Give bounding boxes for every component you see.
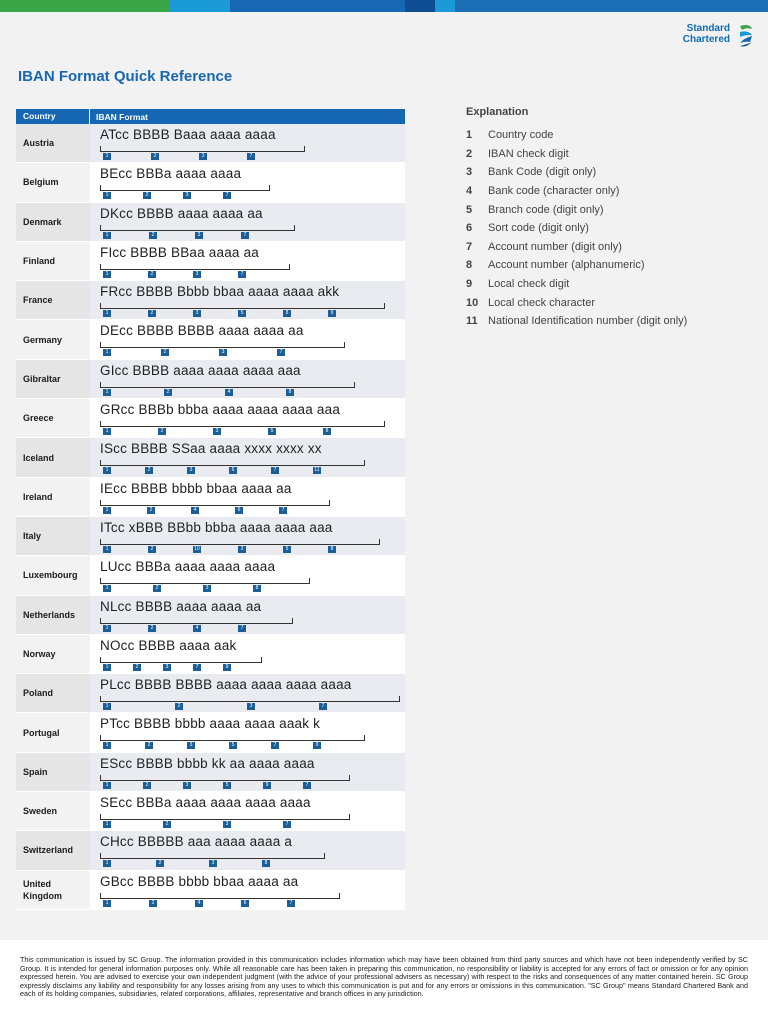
standard-chartered-logo-icon bbox=[736, 23, 756, 49]
segment-badge: 5 bbox=[268, 428, 276, 435]
segment-bracket bbox=[100, 225, 295, 231]
segment-badge: 3 bbox=[187, 467, 195, 474]
segment-badge: 3 bbox=[247, 703, 255, 710]
segment-badge: 3 bbox=[195, 232, 203, 239]
segment-badges bbox=[103, 860, 315, 868]
segment-bracket bbox=[100, 421, 385, 427]
segment-bracket bbox=[100, 775, 350, 781]
segment-badge: 2 bbox=[151, 153, 159, 160]
segment-badge: 8 bbox=[262, 860, 270, 867]
segment-badges bbox=[103, 192, 263, 200]
explanation-number: 6 bbox=[466, 222, 473, 235]
row-country: Luxembourg bbox=[16, 556, 90, 595]
iban-format-string: NLcc BBBB aaaa aaaa aa bbox=[100, 598, 262, 614]
row-format-cell bbox=[90, 517, 405, 556]
segment-badge: 7 bbox=[287, 900, 295, 907]
row-country: Austria bbox=[16, 124, 90, 163]
segment-badge: 1 bbox=[103, 821, 111, 828]
row-format-cell bbox=[90, 596, 405, 635]
segment-badges bbox=[103, 664, 253, 672]
segment-badges bbox=[103, 742, 355, 750]
segment-badge: 7 bbox=[271, 742, 279, 749]
segment-badge: 1 bbox=[103, 860, 111, 867]
segment-badges bbox=[103, 232, 287, 240]
segment-badge: 1 bbox=[103, 742, 111, 749]
table-row bbox=[16, 871, 405, 910]
explanation-text: Bank Code (digit only) bbox=[488, 166, 597, 179]
segment-badge: 7 bbox=[238, 625, 246, 632]
table-row bbox=[16, 792, 405, 831]
segment-badge: 8 bbox=[328, 546, 336, 553]
explanation-item bbox=[466, 293, 687, 312]
segment-badge: 8 bbox=[283, 310, 291, 317]
segment-badge: 1 bbox=[103, 467, 111, 474]
segment-badge: 5 bbox=[223, 782, 231, 789]
explanation-text: Account number (alphanumeric) bbox=[488, 259, 645, 272]
segment-badges bbox=[103, 271, 283, 279]
segment-badge: 1 bbox=[103, 782, 111, 789]
segment-bracket bbox=[100, 814, 350, 820]
segment-badge: 7 bbox=[223, 192, 231, 199]
explanation-number: 7 bbox=[466, 240, 473, 253]
segment-badges bbox=[103, 625, 283, 633]
table-row bbox=[16, 635, 405, 674]
segment-bracket bbox=[100, 657, 262, 663]
iban-format-string: IEcc BBBB bbbb bbaa aaaa aa bbox=[100, 480, 292, 496]
segment-badges bbox=[103, 507, 323, 515]
segment-badge: 2 bbox=[149, 900, 157, 907]
table-row bbox=[16, 517, 405, 556]
brand-stripe bbox=[0, 0, 768, 12]
row-format-cell bbox=[90, 674, 405, 713]
explanation-number: 3 bbox=[466, 166, 473, 179]
disclaimer-text: This communication is issued by SC Group. The information provided in this communication includes information which may have been obtained from third party sources and which have not been independently verified by SC Group. It is intended for general information purposes only. While all reasonable care has been taken in preparing this communication, no responsibility or liability is accepted for any errors of fact or omission or for any opinion expressed herein. You are advised to exercise your own independent judgment (with the advice of your professional advisers as necessary) with respect to the risks and consequences of any matter contained herein. SC Group expressly disclaims any liability and responsibility for any losses arising from any uses to which this communication is put and for any errors or omissions in this communication. "SC Group" means Standard Chartered Bank and each of its holding companies, subsidiaries, related corporations, affiliates, representative and branch offices in any jurisdiction. bbox=[20, 955, 748, 998]
segment-badge: 7 bbox=[271, 467, 279, 474]
segment-badge: 4 bbox=[225, 389, 233, 396]
table-row bbox=[16, 478, 405, 517]
segment-badge: 1 bbox=[103, 310, 111, 317]
segment-badge: 1 bbox=[103, 428, 111, 435]
segment-badge: 5 bbox=[229, 742, 237, 749]
segment-badges bbox=[103, 349, 335, 357]
table-row bbox=[16, 399, 405, 438]
page-header bbox=[0, 12, 768, 60]
segment-badge: 3 bbox=[238, 546, 246, 553]
table-row bbox=[16, 753, 405, 792]
explanation-item bbox=[466, 182, 687, 201]
segment-badge: 3 bbox=[183, 192, 191, 199]
segment-badges bbox=[103, 428, 378, 436]
iban-format-string: IScc BBBB SSaa aaaa xxxx xxxx xx bbox=[100, 441, 322, 457]
segment-badge: 6 bbox=[229, 467, 237, 474]
segment-badge: 7 bbox=[279, 507, 287, 514]
row-format-cell bbox=[90, 556, 405, 595]
segment-badge: 1 bbox=[103, 703, 111, 710]
segment-bracket bbox=[100, 500, 330, 506]
segment-badge: 1 bbox=[103, 153, 111, 160]
iban-format-string: CHcc BBBBB aaa aaaa aaaa a bbox=[100, 834, 293, 850]
header-country: Country bbox=[16, 109, 90, 124]
row-format-cell bbox=[90, 163, 405, 202]
table-body bbox=[16, 124, 405, 910]
iban-format-string: ATcc BBBB Baaa aaaa aaaa bbox=[100, 127, 276, 142]
explanation-item bbox=[466, 219, 687, 238]
explanation-text: Country code bbox=[488, 129, 554, 142]
segment-bracket bbox=[100, 618, 293, 624]
table-row bbox=[16, 360, 405, 399]
row-format-cell bbox=[90, 713, 405, 752]
segment-badge: 3 bbox=[209, 860, 217, 867]
segment-badge: 7 bbox=[319, 703, 327, 710]
explanation-item bbox=[466, 238, 687, 257]
row-format-cell bbox=[90, 242, 405, 281]
explanation-text: Branch code (digit only) bbox=[488, 203, 604, 216]
segment-badge: 2 bbox=[163, 821, 171, 828]
segment-bracket bbox=[100, 539, 380, 545]
segment-badge: 4 bbox=[191, 507, 199, 514]
segment-badge: 1 bbox=[103, 192, 111, 199]
row-country: Norway bbox=[16, 635, 90, 674]
row-country: Italy bbox=[16, 517, 90, 556]
segment-badges bbox=[103, 153, 295, 161]
explanation-number: 5 bbox=[466, 203, 473, 216]
segment-bracket bbox=[100, 735, 365, 741]
segment-badge: 11 bbox=[314, 467, 320, 474]
iban-format-string: FIcc BBBB BBaa aaaa aa bbox=[100, 244, 259, 260]
segment-badges bbox=[103, 821, 343, 829]
iban-format-string: DKcc BBBB aaaa aaaa aa bbox=[100, 205, 263, 221]
explanation-item bbox=[466, 145, 687, 164]
segment-badge: 6 bbox=[241, 900, 249, 907]
segment-badge: 10 bbox=[194, 545, 200, 552]
segment-bracket bbox=[100, 460, 365, 466]
segment-badge: 8 bbox=[323, 428, 331, 435]
segment-badge: 8 bbox=[286, 389, 294, 396]
row-format-cell bbox=[90, 753, 405, 792]
segment-badge: 7 bbox=[277, 349, 285, 356]
segment-badge: 1 bbox=[103, 349, 111, 356]
segment-badge: 7 bbox=[238, 271, 246, 278]
segment-badge: 7 bbox=[247, 153, 255, 160]
explanation-item bbox=[466, 163, 687, 182]
table-row bbox=[16, 124, 405, 163]
segment-badges bbox=[103, 782, 343, 790]
segment-badge: 7 bbox=[283, 821, 291, 828]
segment-bracket bbox=[100, 382, 355, 388]
explanation-item bbox=[466, 200, 687, 219]
explanation-number: 4 bbox=[466, 185, 473, 198]
segment-badge: 1 bbox=[103, 900, 111, 907]
segment-badge: 1 bbox=[103, 232, 111, 239]
segment-badge: 1 bbox=[103, 271, 111, 278]
iban-format-string: PLcc BBBB BBBB aaaa aaaa aaaa aaaa bbox=[100, 677, 352, 693]
segment-badge: 3 bbox=[193, 271, 201, 278]
explanation-text: National Identification number (digit only) bbox=[488, 315, 688, 328]
row-country: Greece bbox=[16, 399, 90, 438]
segment-badge: 5 bbox=[283, 546, 291, 553]
segment-bracket bbox=[100, 303, 385, 309]
iban-format-string: FRcc BBBB Bbbb bbaa aaaa aaaa akk bbox=[100, 284, 340, 300]
explanation-item bbox=[466, 126, 687, 145]
segment-badges bbox=[103, 703, 391, 711]
explanation-text: IBAN check digit bbox=[488, 147, 569, 160]
explanation-item bbox=[466, 256, 687, 275]
segment-badges bbox=[103, 389, 347, 397]
segment-bracket bbox=[100, 146, 305, 152]
iban-format-string: GIcc BBBB aaaa aaaa aaaa aaa bbox=[100, 362, 301, 378]
iban-format-string: BEcc BBBa aaaa aaaa bbox=[100, 166, 242, 182]
segment-badge: 3 bbox=[213, 428, 221, 435]
segment-badge: 2 bbox=[143, 782, 151, 789]
table-row bbox=[16, 438, 405, 477]
row-format-cell bbox=[90, 124, 405, 163]
row-country: Portugal bbox=[16, 713, 90, 752]
segment-bracket bbox=[100, 696, 400, 702]
row-country: Iceland bbox=[16, 438, 90, 477]
row-country: France bbox=[16, 281, 90, 320]
table-row bbox=[16, 163, 405, 202]
explanation-number: 8 bbox=[466, 259, 473, 272]
row-country: Belgium bbox=[16, 163, 90, 202]
segment-bracket bbox=[100, 893, 340, 899]
row-format-cell bbox=[90, 360, 405, 399]
iban-format-string: LUcc BBBa aaaa aaaa aaaa bbox=[100, 559, 276, 575]
table-header bbox=[16, 109, 405, 124]
iban-format-string: ITcc xBBB BBbb bbba aaaa aaaa aaa bbox=[100, 519, 333, 535]
segment-badges bbox=[103, 467, 355, 475]
segment-badge: 2 bbox=[161, 349, 169, 356]
row-format-cell bbox=[90, 399, 405, 438]
segment-badge: 1 bbox=[103, 585, 111, 592]
segment-badge: 7 bbox=[241, 232, 249, 239]
segment-badge: 3 bbox=[193, 310, 201, 317]
segment-badges bbox=[103, 585, 303, 593]
segment-badge: 9 bbox=[223, 664, 231, 671]
segment-badge: 3 bbox=[199, 153, 207, 160]
explanation-item bbox=[466, 312, 687, 331]
explanation-text: Local check character bbox=[488, 296, 595, 309]
explanation-text: Local check digit bbox=[488, 278, 570, 291]
table-row bbox=[16, 203, 405, 242]
explanation-text: Sort code (digit only) bbox=[488, 222, 589, 235]
segment-badge: 2 bbox=[148, 546, 156, 553]
segment-badge: 9 bbox=[263, 782, 271, 789]
row-format-cell bbox=[90, 792, 405, 831]
row-country: Gibraltar bbox=[16, 360, 90, 399]
segment-badge: 2 bbox=[149, 232, 157, 239]
segment-badge: 2 bbox=[145, 742, 153, 749]
segment-badge: 3 bbox=[219, 349, 227, 356]
explanation-heading: Explanation bbox=[466, 106, 529, 118]
row-format-cell bbox=[90, 438, 405, 477]
row-country: Sweden bbox=[16, 792, 90, 831]
explanation-text: Bank code (character only) bbox=[488, 185, 620, 198]
row-country: Denmark bbox=[16, 203, 90, 242]
row-country: Spain bbox=[16, 753, 90, 792]
segment-badge: 3 bbox=[203, 585, 211, 592]
table-row bbox=[16, 320, 405, 359]
segment-badge: 1 bbox=[103, 664, 111, 671]
iban-format-table bbox=[16, 109, 405, 910]
segment-badge: 4 bbox=[193, 625, 201, 632]
row-format-cell bbox=[90, 281, 405, 320]
segment-badge: 3 bbox=[187, 742, 195, 749]
segment-badge: 9 bbox=[313, 742, 321, 749]
brand-line1: Standard bbox=[686, 23, 730, 34]
brand-logo-text bbox=[683, 23, 730, 45]
iban-format-string: GRcc BBBb bbba aaaa aaaa aaaa aaa bbox=[100, 402, 341, 418]
segment-badge: 2 bbox=[175, 703, 183, 710]
table-row bbox=[16, 281, 405, 320]
explanation-list bbox=[466, 126, 687, 331]
brand-line2: Chartered bbox=[682, 34, 730, 45]
iban-format-string: EScc BBBB bbbb kk aa aaaa aaaa bbox=[100, 755, 315, 771]
iban-format-string: GBcc BBBB bbbb bbaa aaaa aa bbox=[100, 873, 299, 889]
segment-badge: 5 bbox=[238, 310, 246, 317]
segment-badge: 1 bbox=[103, 507, 111, 514]
segment-badges bbox=[103, 900, 333, 908]
explanation-number: 1 bbox=[466, 129, 473, 142]
table-row bbox=[16, 596, 405, 635]
segment-bracket bbox=[100, 185, 270, 191]
segment-badge: 4 bbox=[195, 900, 203, 907]
explanation-number: 10 bbox=[466, 296, 479, 309]
explanation-item bbox=[466, 275, 687, 294]
table-row bbox=[16, 831, 405, 870]
segment-badge: 2 bbox=[153, 585, 161, 592]
row-country: Netherlands bbox=[16, 596, 90, 635]
segment-badge: 3 bbox=[163, 664, 171, 671]
segment-badge: 2 bbox=[148, 310, 156, 317]
page-title: IBAN Format Quick Reference bbox=[18, 68, 233, 85]
table-row bbox=[16, 242, 405, 281]
segment-badges bbox=[103, 546, 373, 554]
segment-badge: 2 bbox=[148, 625, 156, 632]
segment-badge: 2 bbox=[148, 271, 156, 278]
row-country: Germany bbox=[16, 320, 90, 359]
segment-badge: 2 bbox=[133, 664, 141, 671]
row-country: Switzerland bbox=[16, 831, 90, 870]
segment-badge: 2 bbox=[158, 428, 166, 435]
segment-badge: 1 bbox=[103, 389, 111, 396]
segment-bracket bbox=[100, 853, 325, 859]
row-format-cell bbox=[90, 320, 405, 359]
table-row bbox=[16, 674, 405, 713]
table-row bbox=[16, 713, 405, 752]
explanation-panel bbox=[466, 106, 687, 331]
segment-bracket bbox=[100, 264, 290, 270]
row-country: Poland bbox=[16, 674, 90, 713]
iban-format-string: NOcc BBBB aaaa aak bbox=[100, 637, 237, 653]
header-iban-format: IBAN Format bbox=[96, 111, 148, 122]
segment-badge: 2 bbox=[147, 507, 155, 514]
explanation-number: 11 bbox=[466, 315, 478, 328]
segment-badge: 1 bbox=[103, 625, 111, 632]
iban-format-string: SEcc BBBa aaaa aaaa aaaa aaaa bbox=[100, 795, 311, 811]
row-format-cell bbox=[90, 871, 405, 910]
row-format-cell bbox=[90, 478, 405, 517]
row-country: United Kingdom bbox=[16, 871, 90, 910]
explanation-number: 2 bbox=[466, 147, 473, 160]
segment-badge: 1 bbox=[103, 546, 111, 553]
segment-badge: 2 bbox=[156, 860, 164, 867]
segment-badge: 9 bbox=[328, 310, 336, 317]
row-country: Finland bbox=[16, 242, 90, 281]
segment-badges bbox=[103, 310, 373, 318]
segment-bracket bbox=[100, 342, 345, 348]
row-format-cell bbox=[90, 831, 405, 870]
segment-badge: 3 bbox=[183, 782, 191, 789]
segment-badge: 6 bbox=[235, 507, 243, 514]
row-format-cell bbox=[90, 203, 405, 242]
iban-format-string: PTcc BBBB bbbb aaaa aaaa aaak k bbox=[100, 716, 321, 732]
explanation-text: Account number (digit only) bbox=[488, 240, 622, 253]
row-country: Ireland bbox=[16, 478, 90, 517]
segment-badge: 8 bbox=[253, 585, 261, 592]
segment-badge: 7 bbox=[193, 664, 201, 671]
segment-badge: 2 bbox=[164, 389, 172, 396]
explanation-number: 9 bbox=[466, 278, 473, 291]
segment-badge: 2 bbox=[145, 467, 153, 474]
segment-bracket bbox=[100, 578, 310, 584]
iban-format-string: DEcc BBBB BBBB aaaa aaaa aa bbox=[100, 323, 304, 339]
segment-badge: 7 bbox=[303, 782, 311, 789]
table-row bbox=[16, 556, 405, 595]
row-format-cell bbox=[90, 635, 405, 674]
segment-badge: 3 bbox=[223, 821, 231, 828]
segment-badge: 2 bbox=[143, 192, 151, 199]
